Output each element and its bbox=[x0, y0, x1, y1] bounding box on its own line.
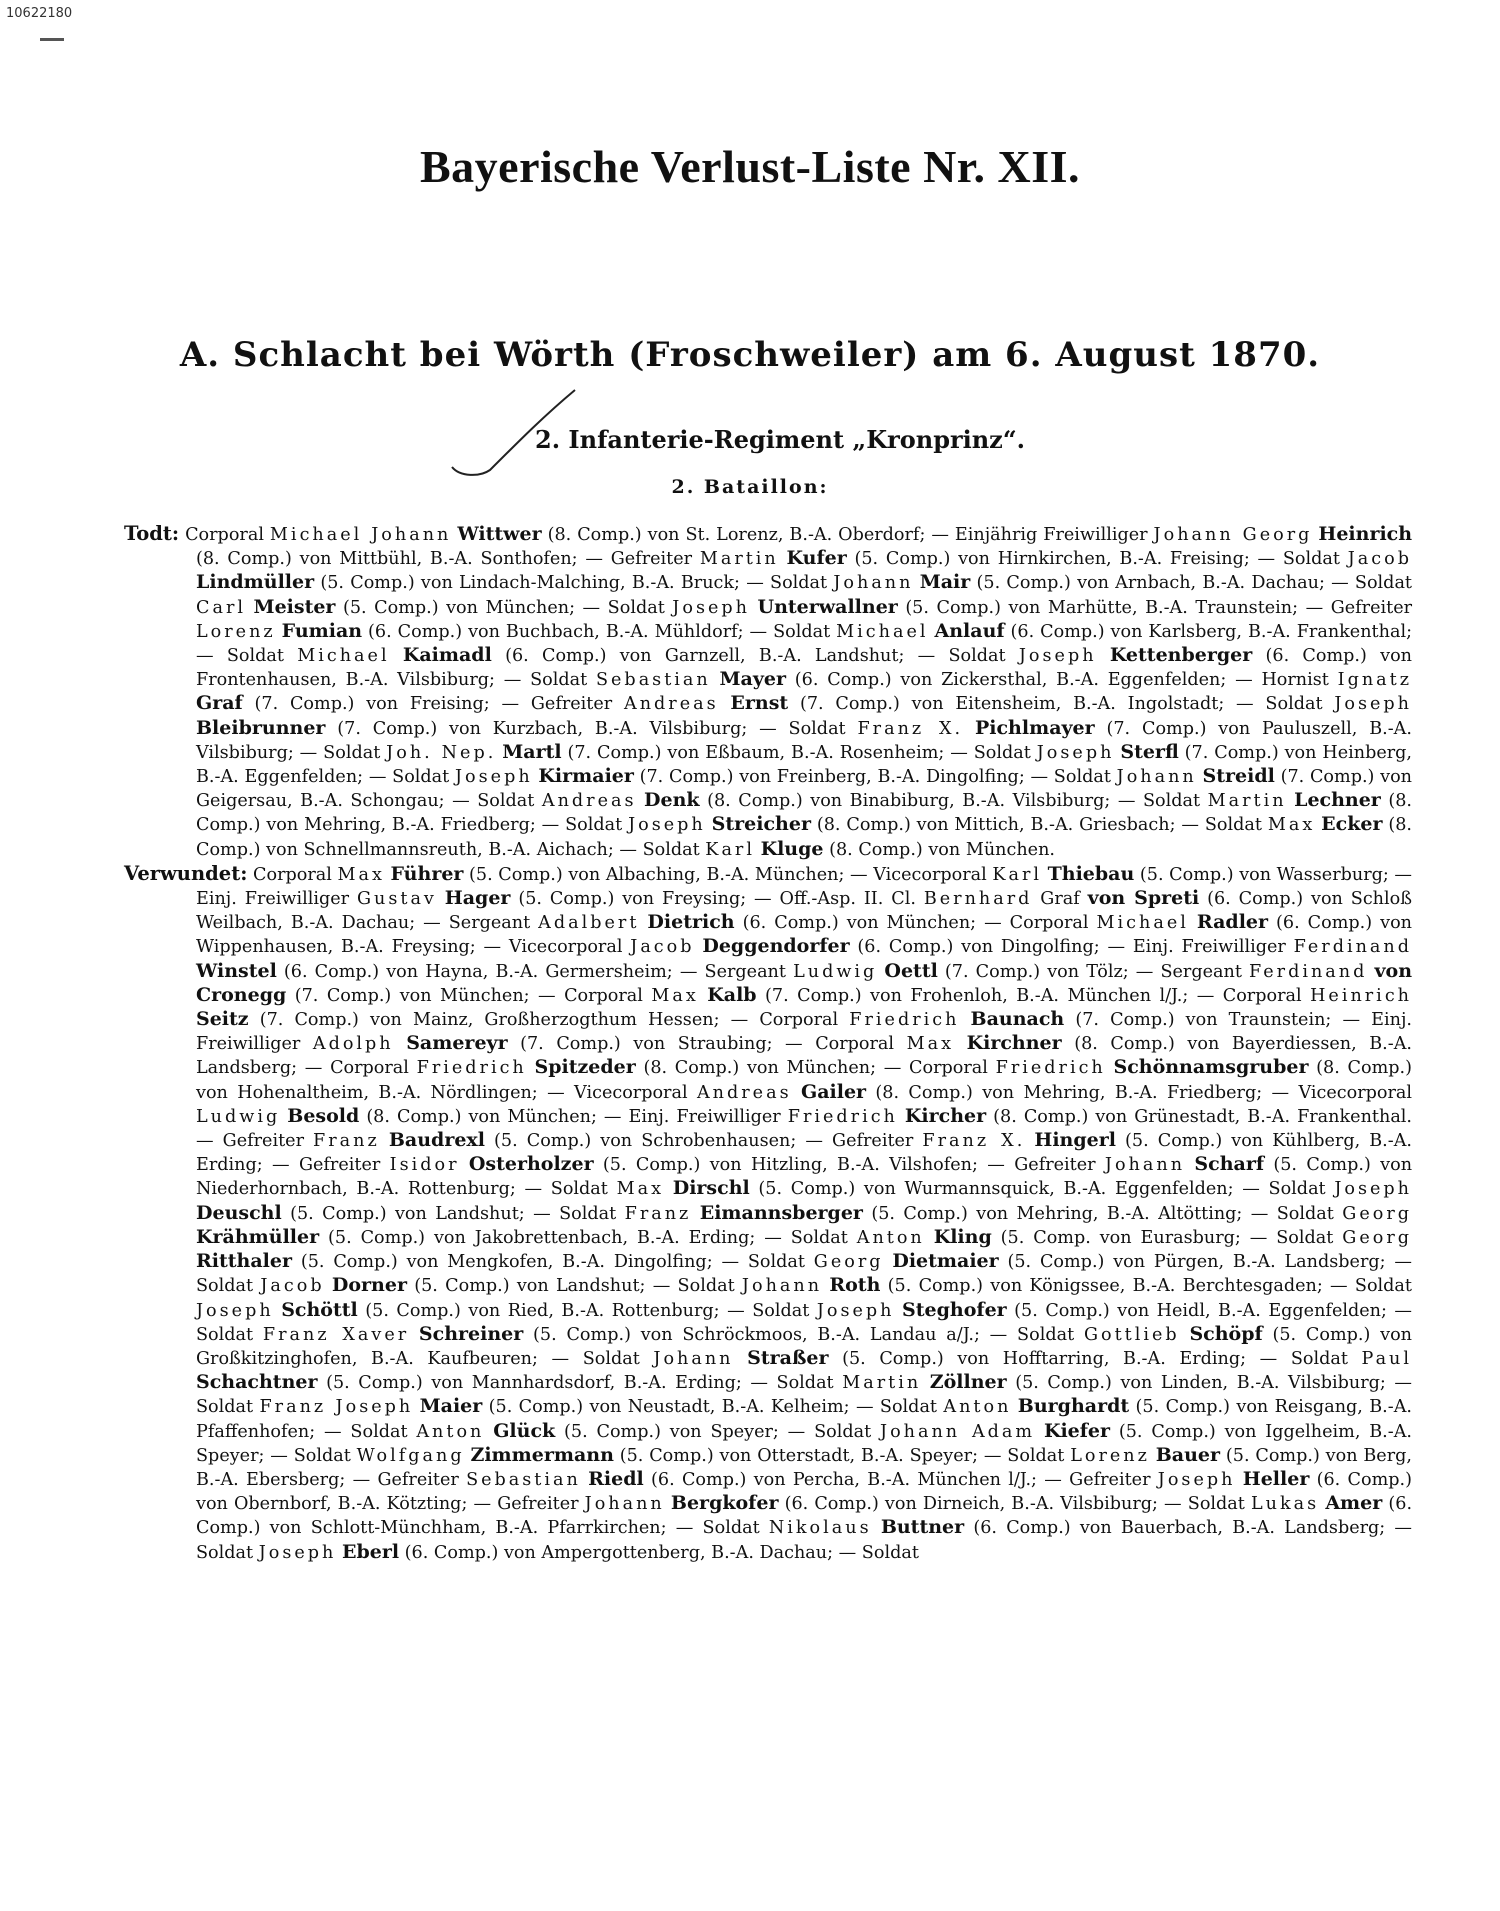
surname: Schöpf bbox=[1189, 1322, 1263, 1345]
surname: Martl bbox=[502, 740, 562, 763]
surname: Baunach bbox=[970, 1008, 1065, 1031]
entry-text: (6. Comp.) von Frontenhausen, B.-A. Vilsbiburg; — Soldat bbox=[196, 646, 1413, 691]
entry-text: (7. Comp.) von Tölz; — Sergeant bbox=[937, 961, 1249, 982]
entry-text: (8. Comp.) von München; — Einj. Freiwilliger bbox=[359, 1106, 788, 1127]
entry-text: (5. Comp.) von Heidl, B.-A. Eggenfelden; — Soldat bbox=[196, 1300, 1413, 1345]
entry-text: (8. Comp.) von Mittich, B.-A. Griesbach; — Soldat bbox=[810, 815, 1268, 836]
given-name: Max bbox=[616, 1179, 665, 1200]
given-name: Paul bbox=[1361, 1348, 1413, 1369]
given-name: Martin bbox=[842, 1373, 922, 1394]
section-heading: A. Schlacht bei Wörth (Froschweiler) am 6. August 1870. bbox=[179, 335, 1321, 375]
entry-text: (8. Comp.) von Mehring, B.-A. Friedberg; — Vicecorporal bbox=[866, 1082, 1412, 1103]
given-name: Joseph bbox=[816, 1300, 895, 1321]
entry-text: (5. Comp.) von Pürgen, B.-A. Landsberg; — Soldat bbox=[196, 1252, 1412, 1297]
entry-text bbox=[409, 1325, 419, 1345]
surname: Winstel bbox=[196, 959, 277, 982]
given-name: Anton bbox=[856, 1227, 925, 1248]
given-name: Joseph bbox=[1018, 646, 1097, 667]
surname: Zöllner bbox=[929, 1371, 1007, 1394]
entry-text: (7. Comp.) von Geigersau, B.-A. Schongau; — Soldat bbox=[196, 767, 1413, 812]
entry-text bbox=[954, 1034, 967, 1054]
entry-text bbox=[1185, 1155, 1194, 1175]
entry-text: (6. Comp.) von Schlott-Münchham, B.-A. Pfarrkirchen; — Soldat bbox=[196, 1494, 1413, 1539]
category-label-killed: Todt: bbox=[124, 522, 180, 545]
surname: Thiebau bbox=[1047, 862, 1135, 885]
entry-text bbox=[925, 1228, 934, 1248]
given-name: Carl bbox=[196, 597, 246, 618]
surname: von Spreti bbox=[1087, 887, 1200, 910]
given-name: Andreas bbox=[696, 1082, 792, 1103]
entry-text: Graf bbox=[1032, 889, 1088, 910]
entry-text bbox=[779, 549, 787, 569]
entry-text: (5. Comp.) von Berg, B.-A. Ebersberg; — Gefreiter bbox=[196, 1445, 1412, 1490]
surname: Kaimadl bbox=[402, 644, 492, 667]
entry-text: (7. Comp.) von Traunstein; — Einj. Freiwilliger bbox=[196, 1010, 1412, 1055]
surname: Kircher bbox=[904, 1104, 987, 1127]
given-name: Karl bbox=[992, 864, 1043, 885]
given-name: Georg bbox=[1342, 1203, 1412, 1224]
entry-text: (6. Comp.) von Schloß Weilbach, B.-A. Dachau; — Sergeant bbox=[196, 889, 1412, 934]
entry-text: (5. Comp.) von Hofftarring, B.-A. Erding; — Soldat bbox=[828, 1348, 1362, 1369]
entry-text: (5. Comp.) von Mengkofen, B.-A. Dingolfing; — Soldat bbox=[292, 1252, 814, 1273]
surname: Mair bbox=[919, 571, 971, 594]
surname: Mayer bbox=[719, 668, 786, 691]
entry-text bbox=[711, 670, 720, 690]
entry-text bbox=[1189, 913, 1197, 933]
given-name: Joseph bbox=[672, 597, 750, 618]
entry-text: (8. Comp.) von Mittbühl, B.-A. Sonthofen; — Gefreiter bbox=[196, 549, 700, 570]
entry-text: (8. Comp.) von Schnellmannsreuth, B.-A. Aichach; — Soldat bbox=[196, 815, 1413, 860]
entry-text bbox=[437, 889, 445, 909]
surname: Deuschl bbox=[196, 1201, 282, 1224]
entry-text: (8. Comp.) von Binabiburg, B.-A. Vilsbiburg; — Soldat bbox=[699, 791, 1208, 812]
given-name: Isidor bbox=[389, 1155, 460, 1176]
surname: Graf bbox=[196, 692, 243, 715]
given-name: Joseph bbox=[628, 815, 706, 836]
entry-text: (5. Comp.) von Landshut; — Soldat bbox=[406, 1276, 742, 1297]
entry-text: (5. Comp.) von Schröckmoos, B.-A. Landau a/J.; — Soldat bbox=[523, 1324, 1084, 1345]
given-name: Joseph bbox=[258, 1542, 337, 1563]
surname: Heinrich bbox=[1318, 523, 1413, 545]
casualty-text-wounded bbox=[196, 862, 1413, 1563]
given-name: Johann Adam bbox=[880, 1421, 1036, 1442]
surname: Anlauf bbox=[934, 619, 1005, 642]
given-name: Joseph bbox=[1157, 1469, 1236, 1490]
entry-text: (7. Comp.) von Freinberg, B.-A. Dingolfing; — Soldat bbox=[633, 767, 1117, 788]
given-name: Lorenz bbox=[196, 621, 276, 642]
surname: Streidl bbox=[1202, 765, 1275, 788]
entry-text bbox=[792, 1083, 801, 1103]
entry-text: (6. Comp.) von Ampergottenberg, B.-A. Dachau; — Soldat bbox=[399, 1542, 919, 1563]
entry-text: (7. Comp.) von Heinberg, B.-A. Eggenfelden; — Soldat bbox=[196, 742, 1413, 788]
surname: Spitzeder bbox=[534, 1056, 636, 1079]
surname: Buttner bbox=[880, 1516, 965, 1539]
entry-text: (5. Comp.) von Reisgang, B.-A. Pfaffenhofen; — Soldat bbox=[196, 1397, 1413, 1442]
entry-text: (5. Comp.) von Landshut; — Soldat bbox=[281, 1203, 625, 1224]
entry-text: (5. Comp.) von Freysing; — Off.-Asp. II. Cl. bbox=[510, 889, 924, 910]
entry-text bbox=[246, 598, 254, 618]
given-name: Friedrich bbox=[849, 1010, 960, 1031]
surname: Ecker bbox=[1321, 813, 1383, 836]
given-name: Ludwig bbox=[793, 961, 878, 982]
entry-text bbox=[664, 1179, 673, 1199]
surname: Schreiner bbox=[418, 1322, 524, 1345]
given-name: Friedrich bbox=[416, 1058, 527, 1079]
entry-text bbox=[484, 1422, 493, 1442]
entry-text: (6. Comp.) von Dingolfing; — Einj. Freiwilliger bbox=[849, 937, 1294, 958]
surname: Denk bbox=[644, 789, 700, 812]
entry-text: (5. Comp.) von Marhütte, B.-A. Traunstein; — Gefreiter bbox=[897, 597, 1413, 618]
entry-text: (5. Comp.) von Albaching, B.-A. München; — Vicecorporal bbox=[463, 864, 993, 885]
entry-text bbox=[1180, 1325, 1190, 1345]
given-name: Andreas bbox=[541, 791, 637, 812]
given-name: Max bbox=[337, 864, 385, 885]
given-name: Sebastian bbox=[595, 670, 711, 691]
surname: Hager bbox=[444, 887, 511, 910]
given-name: Friedrich bbox=[995, 1058, 1106, 1079]
surname: Heller bbox=[1242, 1467, 1310, 1490]
given-name: Anton bbox=[416, 1421, 485, 1442]
surname: Roth bbox=[829, 1274, 881, 1297]
surname: Deggendorfer bbox=[702, 935, 850, 958]
surname: Fumian bbox=[281, 619, 363, 642]
entry-text: (7. Comp.) von Eitensheim, B.-A. Ingolstadt; — Soldat bbox=[788, 694, 1335, 715]
given-name: Johann bbox=[584, 1494, 665, 1515]
given-name: Heinrich bbox=[1310, 985, 1412, 1006]
given-name: Jacob bbox=[1347, 549, 1413, 570]
given-name: Max bbox=[906, 1034, 955, 1055]
surname: Meister bbox=[253, 595, 336, 618]
surname: Dorner bbox=[331, 1274, 407, 1297]
entry-text bbox=[1025, 1131, 1034, 1151]
entry-text: (5. Comp.) von Iggelheim, B.-A. Speyer; — Soldat bbox=[196, 1421, 1413, 1466]
given-name: Johann bbox=[741, 1276, 823, 1297]
given-name: Georg bbox=[1342, 1227, 1412, 1248]
given-name: Gottlieb bbox=[1083, 1324, 1180, 1345]
given-name: Joseph bbox=[1334, 1179, 1413, 1200]
surname: Seitz bbox=[196, 1008, 249, 1031]
given-name: Jacob bbox=[260, 1276, 325, 1297]
scan-mark bbox=[40, 38, 64, 41]
entry-text: (6. Comp.) von Wippenhausen, B.-A. Freysing; — Vicecorporal bbox=[196, 913, 1412, 958]
regiment-heading: 2. Infanterie-Regiment „Kronprinz“. bbox=[535, 425, 1025, 454]
given-name: Michael Johann bbox=[269, 525, 452, 545]
entry-text: (6. Comp.) von Bauerbach, B.-A. Landsberg; — Soldat bbox=[196, 1518, 1413, 1563]
entry-text: (7. Comp.) von Frohenloh, B.-A. München l/J.; — Corporal bbox=[756, 985, 1311, 1006]
surname: Kiefer bbox=[1043, 1419, 1111, 1442]
entry-text bbox=[872, 1518, 881, 1538]
surname: Bleibrunner bbox=[196, 716, 326, 739]
surname: Oettl bbox=[884, 959, 938, 982]
given-name: Lukas bbox=[1250, 1494, 1320, 1515]
entry-text: (5. Comp.) von Neustadt, B.-A. Kelheim; — Soldat bbox=[482, 1397, 944, 1418]
surname: Radler bbox=[1196, 911, 1269, 934]
surname: Zimmermann bbox=[470, 1443, 614, 1466]
surname: Kirchner bbox=[966, 1032, 1062, 1055]
given-name: Adalbert bbox=[538, 913, 640, 934]
category-label-wounded: Verwundet: bbox=[124, 861, 248, 885]
surname: Steghofer bbox=[902, 1298, 1007, 1321]
entry-text: (8. Comp.) von St. Lorenz, B.-A. Oberdorf; — Einjährig Freiwilliger bbox=[541, 525, 1154, 545]
surname: Führer bbox=[390, 862, 464, 885]
entry-text: (8. Comp.) von Mehring, B.-A. Friedberg; — Soldat bbox=[196, 791, 1413, 836]
entry-text bbox=[895, 1301, 903, 1321]
entry-text: (5. Comp.) von Mehring, B.-A. Altötting; — Soldat bbox=[862, 1203, 1343, 1224]
page-title: Bayerische Verlust-Liste Nr. XII. bbox=[419, 141, 1081, 192]
surname: Kluge bbox=[760, 837, 824, 860]
casualty-entry-wounded bbox=[124, 861, 1413, 1565]
given-name: Franz bbox=[313, 1131, 380, 1152]
given-name: Franz X. bbox=[922, 1131, 1026, 1152]
entry-text: (5. Comp. von Eurasburg; — Soldat bbox=[991, 1227, 1343, 1248]
surname: Straßer bbox=[747, 1346, 829, 1369]
entry-text bbox=[394, 1034, 407, 1054]
given-name: Adolph bbox=[312, 1034, 394, 1055]
entry-text bbox=[734, 1349, 748, 1369]
surname: Lindmüller bbox=[196, 571, 315, 594]
entry-text: (6. Comp.) von München; — Corporal bbox=[734, 913, 1097, 934]
given-name: Martin bbox=[1207, 791, 1287, 812]
surname: Samereyr bbox=[406, 1032, 508, 1055]
surname: Glück bbox=[493, 1419, 556, 1442]
surname: Unterwallner bbox=[757, 595, 898, 618]
entry-text bbox=[691, 1204, 699, 1224]
surname: Riedl bbox=[588, 1467, 644, 1490]
entry-text bbox=[750, 598, 758, 618]
casualty-list bbox=[124, 522, 1412, 1565]
entry-text: (6. Comp.) von Karlsberg, B.-A. Frankenthal; — Soldat bbox=[196, 621, 1412, 667]
entry-text: (5. Comp.) von Wasserburg; — Einj. Freiwilliger bbox=[196, 864, 1412, 910]
entry-text: (6. Comp.) von Percha, B.-A. München l/J.; — Gefreiter bbox=[643, 1469, 1158, 1490]
given-name: Wolfgang bbox=[356, 1445, 465, 1466]
entry-text: (7. Comp.) von Pauluszell, B.-A. Vilsbiburg; — Soldat bbox=[196, 718, 1412, 763]
surname: Ernst bbox=[730, 692, 789, 715]
entry-text: (5. Comp.) von Arnbach, B.-A. Dachau; — Soldat bbox=[970, 573, 1413, 594]
given-name: Martin bbox=[699, 549, 779, 570]
surname: Baudrexl bbox=[388, 1129, 485, 1152]
given-name: Karl bbox=[705, 839, 755, 860]
entry-text: (5. Comp.) von Linden, B.-A. Vilsbiburg; — Soldat bbox=[196, 1373, 1412, 1418]
entry-text bbox=[1235, 1470, 1242, 1490]
given-name: Bernhard bbox=[923, 889, 1033, 910]
surname: Kling bbox=[933, 1225, 992, 1248]
entry-text: (7. Comp.) von Eßbaum, B.-A. Rosenheim; — Soldat bbox=[561, 742, 1037, 763]
surname: Kufer bbox=[786, 547, 847, 570]
given-name: Johann bbox=[833, 573, 914, 594]
given-name: Joh. Nep. bbox=[386, 742, 497, 763]
entry-text bbox=[460, 1155, 469, 1175]
surname: Gailer bbox=[800, 1080, 867, 1103]
surname: Pichlmayer bbox=[974, 716, 1095, 739]
entry-text: (5. Comp.) von Mannhardsdorf, B.-A. Erding; — Soldat bbox=[317, 1373, 843, 1394]
entry-text: (6. Comp.) von Garnzell, B.-A. Landshut; — Soldat bbox=[491, 646, 1019, 667]
battalion-heading: 2. Bataillon: bbox=[671, 476, 829, 498]
given-name: Max bbox=[651, 985, 699, 1006]
given-name: Lorenz bbox=[1070, 1445, 1150, 1466]
given-name: Joseph bbox=[454, 767, 533, 788]
entry-text bbox=[963, 719, 975, 739]
surname: Besold bbox=[287, 1104, 360, 1127]
surname: Dietrich bbox=[647, 911, 735, 934]
entry-text bbox=[1287, 791, 1295, 811]
surname: Ritthaler bbox=[196, 1250, 293, 1273]
entry-text: (8. Comp.) von München. bbox=[823, 839, 1056, 860]
surname: Scharf bbox=[1194, 1153, 1265, 1176]
surname: Bauer bbox=[1155, 1443, 1221, 1466]
surname: Eberl bbox=[341, 1540, 400, 1563]
given-name: Gustav bbox=[356, 889, 437, 910]
entry-text: (5. Comp.) von München; — Soldat bbox=[335, 597, 673, 618]
given-name: Joseph bbox=[196, 1300, 274, 1321]
surname: Sterfl bbox=[1120, 740, 1179, 763]
given-name: Ferdinand bbox=[1249, 961, 1368, 982]
entry-text: (6. Comp.) von Hayna, B.-A. Germersheim; — Sergeant bbox=[276, 961, 794, 982]
entry-text: Corporal bbox=[179, 525, 270, 545]
entry-text: (5. Comp.) von Speyer; — Soldat bbox=[555, 1421, 881, 1442]
entry-text: (7. Comp.) von Kurzbach, B.-A. Vilsbiburg; — Soldat bbox=[325, 718, 858, 739]
entry-text bbox=[637, 791, 645, 811]
given-name: Michael bbox=[297, 646, 390, 667]
surname: Schönnamsgruber bbox=[1113, 1056, 1309, 1079]
given-name: Georg bbox=[813, 1252, 884, 1273]
surname: Schachtner bbox=[196, 1371, 318, 1394]
entry-text: (6. Comp.) von Buchbach, B.-A. Mühldorf; — Soldat bbox=[362, 621, 837, 642]
entry-text: (5. Comp.) von Otterstadt, B.-A. Speyer; — Soldat bbox=[613, 1445, 1071, 1466]
given-name: Friedrich bbox=[787, 1106, 898, 1127]
surname: Eimannsberger bbox=[699, 1201, 863, 1224]
given-name: Franz bbox=[624, 1203, 692, 1224]
entry-text: (8. Comp.) von Hohenaltheim, B.-A. Nördlingen; — Vicecorporal bbox=[196, 1058, 1412, 1103]
entry-text: (5. Comp.) von Lindach-Malching, B.-A. Bruck; — Soldat bbox=[314, 573, 834, 594]
surname: Lechner bbox=[1294, 789, 1381, 812]
entry-text bbox=[921, 1373, 930, 1393]
surname: Streicher bbox=[711, 813, 811, 836]
entry-text bbox=[959, 1010, 970, 1030]
given-name: Johann bbox=[1104, 1155, 1186, 1176]
surname: Kirmaier bbox=[538, 765, 634, 788]
entry-text: (6. Comp.) von Dirneich, B.-A. Vilsbiburg; — Soldat bbox=[778, 1494, 1251, 1515]
surname: von Cronegg bbox=[196, 959, 1413, 1006]
surname: Dirschl bbox=[672, 1177, 750, 1200]
entry-text: (8. Comp.) von München; — Corporal bbox=[635, 1058, 996, 1079]
surname: Osterholzer bbox=[468, 1153, 594, 1176]
given-name: Ludwig bbox=[196, 1106, 281, 1127]
entry-text: Corporal bbox=[247, 864, 338, 885]
entry-text: (7. Comp.) von Freising; — Gefreiter bbox=[242, 694, 624, 715]
given-name: Nikolaus bbox=[768, 1518, 872, 1539]
casualty-entry-killed bbox=[124, 522, 1413, 862]
entry-text bbox=[699, 986, 707, 1006]
given-name: Johann Georg bbox=[1153, 525, 1313, 545]
given-name: Michael bbox=[1096, 913, 1189, 934]
entry-text: (5. Comp.) von Großkitzinghofen, B.-A. Kaufbeuren; — Soldat bbox=[196, 1324, 1412, 1369]
surname: Burghardt bbox=[1017, 1395, 1130, 1418]
entry-text: (5. Comp.) von Hitzling, B.-A. Vilshofen; — Gefreiter bbox=[593, 1155, 1105, 1176]
entry-text bbox=[325, 1276, 332, 1296]
given-name: Franz Joseph bbox=[259, 1397, 414, 1418]
surname: Wittwer bbox=[457, 523, 542, 545]
entry-text: (8. Comp.) von Bayerdiessen, B.-A. Landsberg; — Corporal bbox=[196, 1034, 1413, 1079]
entry-text bbox=[390, 646, 403, 666]
surname: Kalb bbox=[707, 983, 757, 1006]
entry-text: (5. Comp.) von Ried, B.-A. Rottenburg; — Soldat bbox=[357, 1300, 817, 1321]
given-name: Johann bbox=[1116, 767, 1197, 788]
entry-text bbox=[1035, 1422, 1044, 1442]
surname: Kettenberger bbox=[1109, 644, 1253, 667]
given-name: Ferdinand bbox=[1293, 937, 1412, 958]
entry-text: (5. Comp.) von Jakobrettenbach, B.-A. Erding; — Soldat bbox=[319, 1227, 857, 1248]
given-name: Joseph bbox=[1036, 742, 1115, 763]
entry-text: (6. Comp.) von Obernborf, B.-A. Kötzting; — Gefreiter bbox=[196, 1469, 1413, 1515]
given-name: Anton bbox=[943, 1397, 1012, 1418]
given-name: Michael bbox=[836, 621, 929, 642]
entry-text bbox=[719, 694, 731, 714]
given-name: Johann bbox=[653, 1348, 734, 1369]
surname: Hingerl bbox=[1034, 1129, 1116, 1152]
entry-text bbox=[1097, 646, 1110, 666]
surname: Krähmüller bbox=[196, 1225, 320, 1248]
entry-text: (5. Comp.) von Wurmannsquick, B.-A. Eggenfelden; — Soldat bbox=[749, 1179, 1335, 1200]
casualty-text-killed bbox=[179, 525, 1412, 860]
given-name: Jacob bbox=[630, 937, 695, 958]
given-name: Andreas bbox=[623, 694, 719, 715]
entry-text: (7. Comp.) von Straubing; — Corporal bbox=[507, 1034, 907, 1055]
surname: Amer bbox=[1325, 1492, 1383, 1515]
surname: Dietmaier bbox=[892, 1250, 999, 1273]
entry-text: (5. Comp.) von Königssee, B.-A. Berchtesgaden; — Soldat bbox=[880, 1276, 1412, 1297]
surname: Maier bbox=[419, 1395, 483, 1418]
entry-text: (8. Comp.) von Grünestadt, B.-A. Frankenthal. — Gefreiter bbox=[196, 1106, 1413, 1152]
entry-text: (5. Comp.) von Kühlberg, B.-A. Erding; — Gefreiter bbox=[196, 1131, 1413, 1176]
given-name: Franz X. bbox=[857, 718, 964, 739]
entry-text bbox=[380, 1131, 389, 1151]
scan-id: 10622180 bbox=[6, 6, 73, 21]
surname: Schöttl bbox=[281, 1298, 358, 1321]
entry-text: (5. Comp.) von Hirnkirchen, B.-A. Freising; — Soldat bbox=[846, 549, 1348, 570]
entry-text: (7. Comp.) von München; — Corporal bbox=[286, 985, 652, 1006]
entry-text: (6. Comp.) von Zickersthal, B.-A. Eggenfelden; — Hornist bbox=[786, 670, 1338, 691]
entry-text: (5. Comp.) von Schrobenhausen; — Gefreiter bbox=[484, 1131, 923, 1152]
entry-text: (7. Comp.) von Mainz, Großherzogthum Hessen; — Corporal bbox=[248, 1010, 850, 1031]
given-name: Ignatz bbox=[1337, 670, 1412, 691]
given-name: Joseph bbox=[1334, 694, 1412, 715]
given-name: Sebastian bbox=[466, 1469, 581, 1490]
surname: Bergkofer bbox=[670, 1492, 779, 1515]
given-name: Max bbox=[1267, 815, 1316, 836]
entry-text: (5. Comp.) von Niederhornbach, B.-A. Rottenburg; — Soldat bbox=[196, 1155, 1413, 1200]
entry-text bbox=[898, 1107, 905, 1127]
given-name: Franz Xaver bbox=[262, 1324, 410, 1345]
